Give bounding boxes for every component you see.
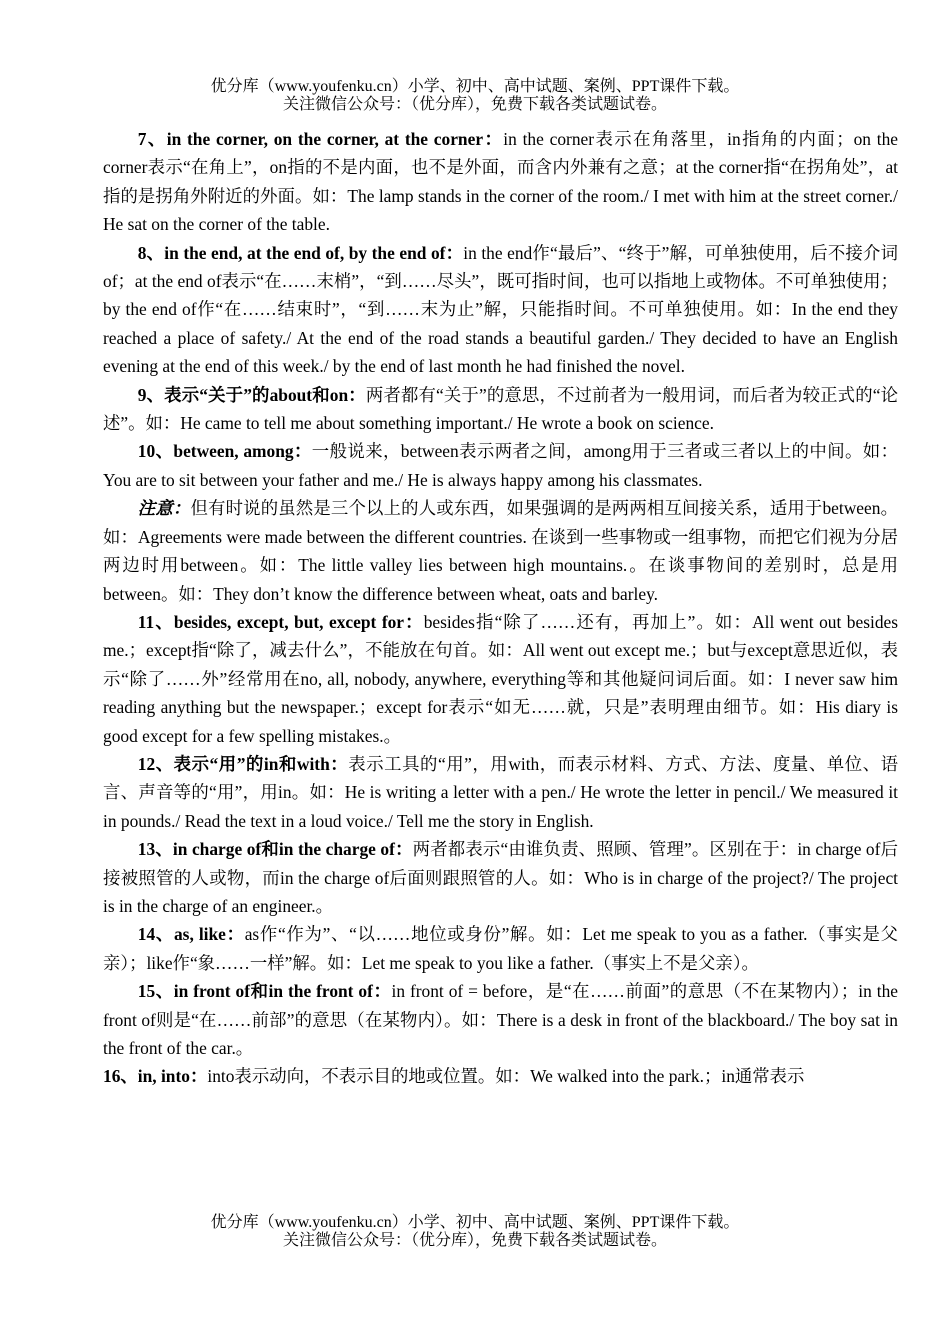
item-16 — [103, 1062, 898, 1090]
item-title: 13、in charge of和in the charge of： — [137, 839, 413, 860]
item-title: 8、in the end, at the end of, by the end of： — [137, 242, 464, 263]
item-title: 9、表示“关于”的about和on： — [137, 384, 366, 405]
item-8 — [103, 239, 898, 381]
item-7 — [103, 125, 898, 239]
item-text: in the corner表示在角落里，in指角的内面；on the corner表示“在角上”，on指的不是内面，也不是外面，而含内外兼有之意；at the corner指“在拐角处”，at指的是拐角外附近的外面。如：The lamp stands in the corner of the room./ I met with him at the street corner./ He sat on the corner of the table. — [103, 129, 898, 235]
item-text: in the end作“最后”、“终于”解，可单独使用，后不接介词of；at the end of表示“在……末梢”，“到……尽头”，既可指时间，也可以指地上或物体。不可单独使用；by the end of作“在……结束时”，“到……末为止”解，只能指时间。不可单独使用。如：In the end they reached a place of safety./ At the end of the road stands a beautiful garden./ They decided to have an English evening at the end of this week./ by the end of last month he had finished the novel. — [103, 242, 898, 377]
item-text: into表示动向，不表示目的地或位置。如：We walked into the park.；in通常表示 — [207, 1066, 805, 1087]
item-13 — [103, 835, 898, 920]
page-header — [0, 78, 950, 114]
item-title: 12、表示“用”的in和with： — [137, 753, 349, 774]
item-title: 14、as, like： — [137, 924, 245, 945]
footer-line-2: 关注微信公众号：（优分库），免费下载各类试题试卷。 — [282, 1232, 667, 1249]
item-9 — [103, 381, 898, 438]
item-10 — [103, 437, 898, 494]
item-title: 7、in the corner, on the corner, at the corner： — [137, 129, 504, 149]
footer-line-1: 优分库（www.youfenku.cn）小学、初中、高中试题、案例、PPT课件下载。 — [210, 1214, 740, 1231]
item-14 — [103, 920, 898, 977]
item-text: 一般说来，between表示两者之间，among用于三者或三者以上的中间。如：You are to sit between your father and me./ He is always happy among his classmates. — [103, 441, 898, 490]
item-title: 10、between, among： — [137, 441, 312, 462]
item-text: in front of = before，是“在……前面”的意思（不在某物内）；in the front of则是“在……前部”的意思（在某物内）。如：There is a desk in front of the blackboard./ The boy sat in the front of the car.。 — [103, 981, 898, 1058]
item-text: as作“作为”、“以……地位或身份”解。如：Let me speak to you as a father.（事实是父亲）；like作“象……一样”解。如：Let me speak to you like a father.（事实上不是父亲）。 — [103, 924, 898, 973]
item-note — [103, 494, 898, 608]
item-text: besides指“除了……还有，再加上”。如：All went out besides me.；except指“除了，减去什么”，不能放在句首。如：All went out except me.；but与except意思近似，表示“除了……外”经常用在no, all, nobody, anywhere, everything等和其他疑问词后面。如：I never saw him reading anything but the newspaper.；except for表示“如无……就，只是”表明理由细节。如：His diary is good except for a few spelling mistakes.。 — [103, 611, 898, 746]
item-text: 两者都有“关于”的意思，不过前者为一般用词，而后者为较正式的“论述”。如：He came to tell me about something important./ He wrote a book on science. — [103, 384, 898, 434]
item-12 — [103, 750, 898, 835]
page-footer — [0, 1214, 950, 1250]
item-text: 表示工具的“用”，用with，而表示材料、方式、方法、度量、单位、语言、声音等的“用”，用in。如：He is writing a letter with a pen./ He wrote the letter in pencil./ We measured it in pounds./ Read the text in a loud voice./ Tell me the story in English. — [103, 753, 898, 831]
header-line-2: 关注微信公众号：（优分库），免费下载各类试题试卷。 — [282, 96, 667, 113]
document-body — [103, 125, 898, 1205]
item-title: 15、in front of和in the front of： — [137, 981, 392, 1002]
item-text: 但有时说的虽然是三个以上的人或东西，如果强调的是两两相互间接关系，适用于between。如：Agreements were made between the different countries. 在谈到一些事物或一组事物，而把它们视为分居两边时用between。如：The little valley lies between high mountains.。在谈事物间的差别时，总是用between。如：They don’t know the difference between wheat, oats and barley. — [103, 498, 898, 604]
item-11 — [103, 608, 898, 750]
item-15 — [103, 977, 898, 1062]
item-title: 16、in, into： — [103, 1066, 208, 1087]
header-line-1: 优分库（www.youfenku.cn）小学、初中、高中试题、案例、PPT课件下载。 — [210, 78, 740, 95]
item-text: 两者都表示“由谁负责、照顾、管理”。区别在于：in charge of后接被照管的人或物，而in the charge of后面则跟照管的人。如：Who is in charge of the project?/ The project is in the charge of an engineer.。 — [103, 839, 898, 916]
note-label: 注意： — [137, 498, 191, 519]
item-title: 11、besides, except, but, except for： — [137, 611, 424, 632]
